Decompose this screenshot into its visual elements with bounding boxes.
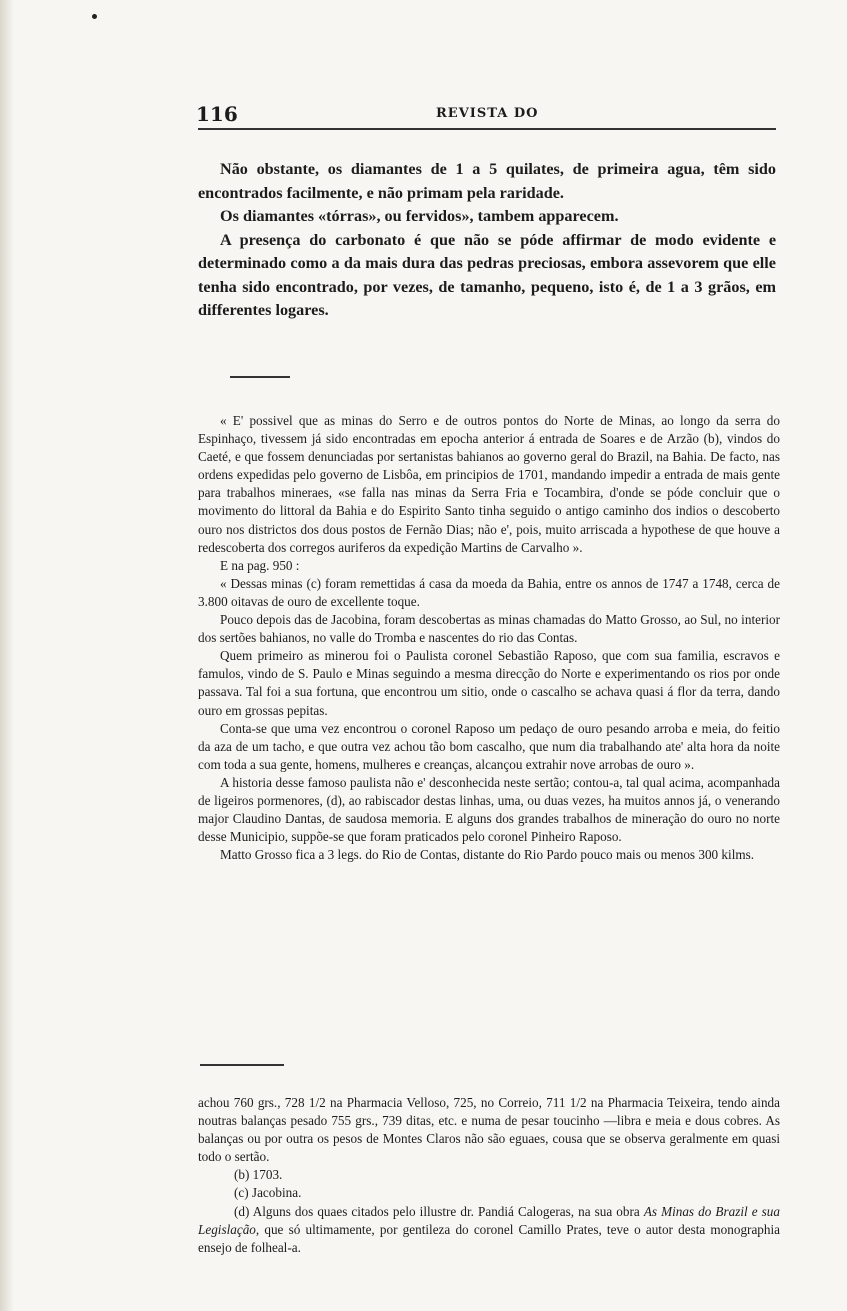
note-d-suffix: , que só ultimamente, por gentileza do coronel Camillo Prates, teve o autor desta monographia ensejo de folheal-a. bbox=[198, 1221, 780, 1255]
footnote-paragraph: « Dessas minas (c) foram remettidas á casa da moeda da Bahia, entre os annos de 1747 a 1748, cerca de 3.800 oitavas de ouro de excellente toque. bbox=[198, 575, 780, 609]
note-d-prefix: (d) Alguns dos quaes citados pelo illustre dr. Pandiá Calogeras, na sua obra bbox=[234, 1203, 644, 1219]
footnote-block bbox=[198, 412, 780, 864]
main-paragraph: Os diamantes «tórras», ou fervidos», tambem apparecem. bbox=[220, 207, 619, 225]
main-paragraph: Não obstante, os diamantes de 1 a 5 quilates, de primeira agua, têm sido encontrados facilmente, e não primam pela raridade. bbox=[198, 160, 776, 202]
footnote-paragraph: Matto Grosso fica a 3 legs. do Rio de Contas, distante do Rio Pardo pouco mais ou menos 300 kilms. bbox=[220, 847, 755, 863]
notes-block bbox=[198, 1094, 780, 1257]
note-d bbox=[198, 1203, 780, 1257]
page-edge-shadow bbox=[0, 0, 14, 1311]
page-number: 116 bbox=[196, 102, 238, 126]
page-header bbox=[196, 102, 776, 124]
footnote-paragraph: Quem primeiro as minerou foi o Paulista coronel Sebastião Raposo, que com sua familia, escravos e famulos, vindo de S. Paulo e Minas seguindo a mesma direcção do Norte e experimentando os rios por onde passava. Tal foi a sua fortuna, que encontrou um sitio, onde o cascalho se achava quasi á flor da terra, dando ouro em grossas pepitas. bbox=[198, 648, 780, 718]
note-continuation: achou 760 grs., 728 1/2 na Pharmacia Velloso, 725, no Correio, 711 1/2 na Pharmacia Teixeira, tendo ainda noutras balanças pesado 755 grs., 739 ditas, etc. e numa de pesar toucinho —libra e meia e dous cobres. As balanças ou por outra os pesos de Montes Claros não são eguaes, cousa que se observa geralmente em quasi todo o sertão. bbox=[198, 1095, 780, 1165]
footnote-paragraph: Conta-se que uma vez encontrou o coronel Raposo um pedaço de ouro pesando arroba e meia, do feitio da aza de um tacho, e que outra vez achou tão bom cascalho, que num dia trabalhando ate' alta hora da noite com toda a sua gente, homens, mulheres e creanças, alcançou extrahir nove arrobas de ouro ». bbox=[198, 720, 780, 772]
footnote-paragraph: « E' possivel que as minas do Serro e de outros pontos do Norte de Minas, ao longo da serra do Espinhaço, tivessem já sido encontradas em epocha anterior á entrada de Soares e de Arzão (b), vindos do Caeté, e que fossem denunciadas por sertanistas bahianos ao governo geral do Brazil, na Bahia. De facto, nas ordens expedidas pelo governo de Lisbôa, em principios de 1701, mandando impedir a entrada de mais gente para trabalhos mineraes, «se falla nas minas da Serra Fria e Tocambira, d'onde se póde concluir que o movimento do littoral da Bahia e do Espirito Santo tinha seguido o antigo caminho dos indios o descoberto ouro nos districtos dos dous postos de Fernão Dias; não e', pois, muito arriscada a hypothese de que houve a redescoberta dos corregos auriferos da expedição Martins de Carvalho ». bbox=[198, 413, 780, 555]
notes-divider bbox=[200, 1064, 284, 1066]
footnote-paragraph: A historia desse famoso paulista não e' desconhecida neste sertão; contou-a, tal qual acima, acompanhada de ligeiros pormenores, (d), ao rabiscador destas linhas, uma, ou duas vezes, ha muitos annos já, o venerando major Claudino Dantas, de saudosa memoria. E alguns dos grandes trabalhos de mineração do ouro no norte desse Municipio, suppõe-se que foram praticados pelo coronel Pinheiro Raposo. bbox=[198, 774, 780, 845]
main-paragraph: A presença do carbonato é que não se póde affirmar de modo evidente e determinado como a da mais dura das pedras preciosas, embora assevorem que elle tenha sido encontrado, por vezes, de tamanho, pequeno, isto é, de 1 a 3 grãos, em differentes logares. bbox=[198, 230, 776, 319]
footnote-paragraph: E na pag. 950 : bbox=[220, 557, 300, 573]
main-text bbox=[198, 158, 776, 323]
section-divider bbox=[230, 376, 290, 378]
ink-dot bbox=[92, 14, 97, 19]
note-d-book-title: As Minas do Brazil e sua Legislação bbox=[198, 1203, 780, 1237]
running-head: REVISTA DO bbox=[436, 106, 539, 121]
header-rule bbox=[198, 128, 776, 130]
footnote-paragraph: Pouco depois das de Jacobina, foram descobertas as minas chamadas do Matto Grosso, ao Sul, no interior dos sertões bahianos, no valle do Tromba e nascentes do rio das Contas. bbox=[198, 612, 780, 646]
note-c: (c) Jacobina. bbox=[234, 1185, 302, 1201]
note-b: (b) 1703. bbox=[234, 1167, 283, 1183]
